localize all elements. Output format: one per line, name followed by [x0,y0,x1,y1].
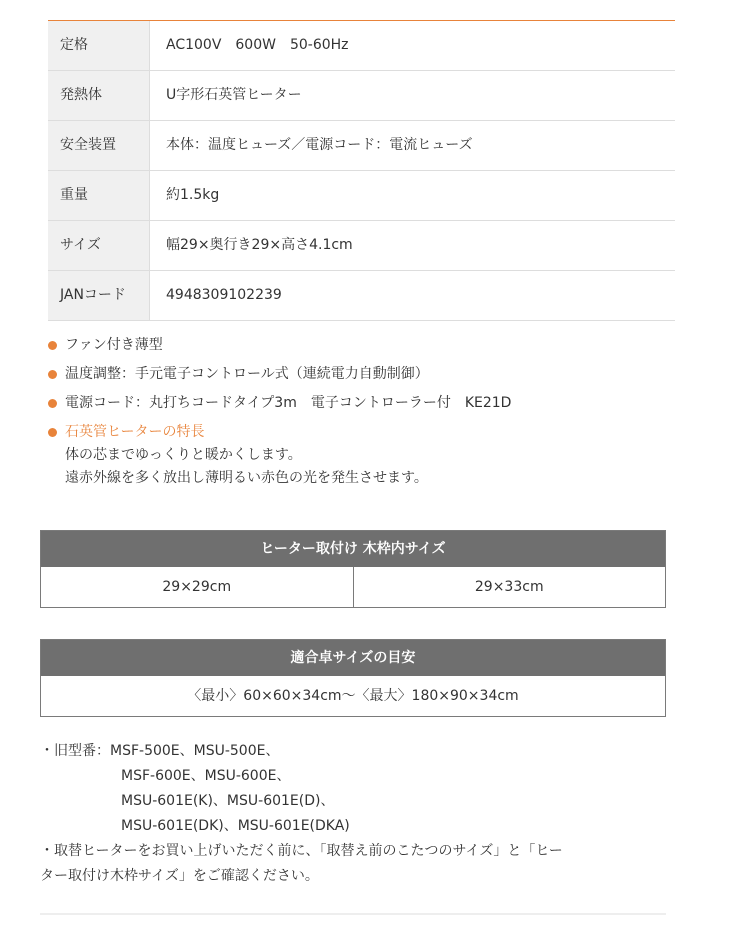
feature-text: ファン付き薄型 [65,337,163,353]
spec-row [48,171,675,221]
spec-value: 約1.5kg [166,187,220,203]
spec-row [48,21,675,71]
spec-label: 定格 [48,21,150,70]
feature-text: 電源コード：丸打ちコードタイプ3m 電子コントローラー付 KE21D [65,395,512,411]
spec-label: 重量 [48,171,150,220]
old-model-line: MSF-600E、MSU-600E、 [121,768,291,784]
notes [40,739,680,889]
feature-text: 温度調整：手元電子コントロール式（連続電力自動制御） [65,366,429,382]
feature-highlight [48,421,688,490]
spec-label: 安全装置 [48,121,150,170]
feature-item [48,363,688,386]
spec-value: 4948309102239 [166,287,282,303]
bullet-dot-icon [48,370,57,379]
frame-size-header: ヒーター取付け 木枠内サイズ [41,531,665,567]
replacement-note: ・取替ヒーターをお買い上げいただく前に、「取替え前のこたつのサイズ」と「ヒー [40,843,563,859]
spec-table [48,20,675,321]
spec-label: JANコード [48,271,150,320]
replacement-note: ター取付け木枠サイズ」をご確認ください。 [40,868,319,884]
frame-size-box [40,530,666,608]
frame-size-cell: 29×29cm [162,579,232,595]
table-size-header: 適合卓サイズの目安 [41,640,665,676]
feature-highlight-line: 遠赤外線を多く放出し薄明るい赤色の光を発生させます。 [65,470,428,486]
spec-value: U字形石英管ヒーター [166,87,302,103]
spec-row [48,121,675,171]
spec-row [48,221,675,271]
table-size-body [41,676,665,716]
old-model-line: MSU-601E(K)、MSU-601E(D)、 [121,793,335,809]
old-model-line: ・旧型番：MSF-500E、MSU-500E、 [40,743,280,759]
feature-item [48,392,688,415]
frame-size-cell: 29×33cm [353,567,666,607]
feature-highlight-title: 石英管ヒーターの特長 [65,424,205,440]
spec-value: 幅29×奥行き29×高さ4.1cm [166,237,353,253]
spec-label: 発熱体 [48,71,150,120]
feature-highlight-line: 体の芯までゆっくりと暖かくします。 [65,447,302,463]
spec-label: サイズ [48,221,150,270]
bullet-dot-icon [48,399,57,408]
spec-value: 本体：温度ヒューズ／電源コード：電流ヒューズ [166,137,473,153]
old-model-line: MSU-601E(DK)、MSU-601E(DKA) [121,818,350,834]
bullet-dot-icon [48,341,57,350]
table-size-value: 〈最小〉60×60×34cm～〈最大〉180×90×34cm [187,688,519,704]
feature-item [48,334,688,357]
frame-size-body [41,567,665,607]
bullet-dot-icon [48,428,57,437]
spec-value: AC100V 600W 50-60Hz [166,37,349,53]
feature-list [48,334,688,496]
table-size-box [40,639,666,717]
footer-divider [40,913,666,915]
spec-row [48,271,675,321]
spec-row [48,71,675,121]
